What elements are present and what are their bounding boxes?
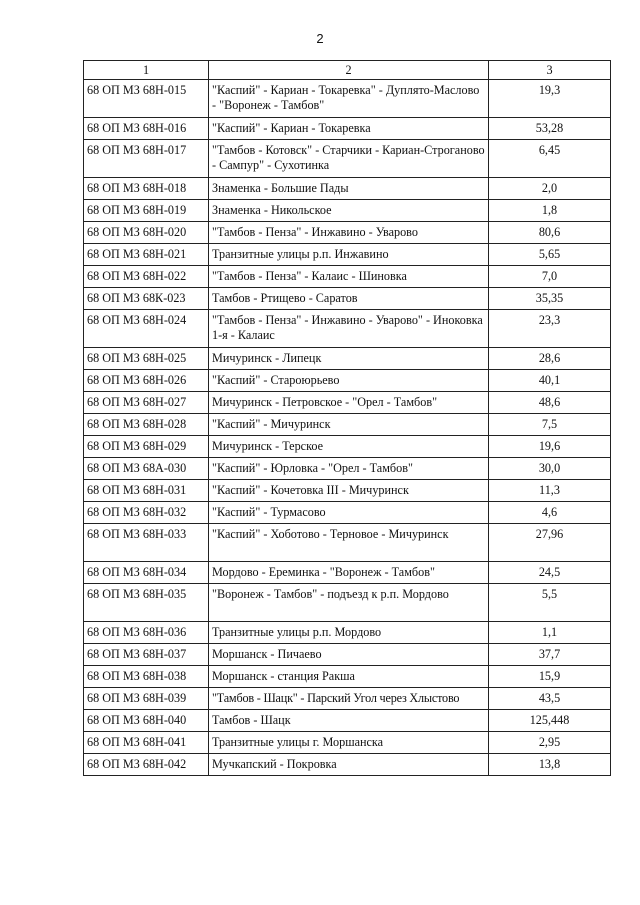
road-code: 68 ОП МЗ 68Н-022 (84, 266, 209, 288)
road-code: 68 ОП МЗ 68Н-040 (84, 710, 209, 732)
table-row (84, 666, 611, 688)
road-code: 68 ОП МЗ 68Н-017 (84, 140, 209, 178)
table-row (84, 754, 611, 776)
road-length: 7,5 (489, 414, 611, 436)
road-code: 68 ОП МЗ 68Н-021 (84, 244, 209, 266)
road-name: "Каспий" - Кариан - Токаревка" - Дуплято-Маслово - "Воронеж - Тамбов" (209, 80, 489, 118)
road-length: 1,8 (489, 200, 611, 222)
road-name: Мучкапский - Покровка (209, 754, 489, 776)
table-row (84, 118, 611, 140)
road-code: 68 ОП МЗ 68Н-041 (84, 732, 209, 754)
road-length: 7,0 (489, 266, 611, 288)
table-row (84, 370, 611, 392)
table-row (84, 178, 611, 200)
table-row (84, 288, 611, 310)
column-header-code: 1 (84, 61, 209, 80)
road-length: 15,9 (489, 666, 611, 688)
road-name: "Каспий" - Кариан - Токаревка (209, 118, 489, 140)
road-code: 68 ОП МЗ 68Н-016 (84, 118, 209, 140)
road-length: 2,0 (489, 178, 611, 200)
road-code: 68 ОП МЗ 68К-023 (84, 288, 209, 310)
road-length: 4,6 (489, 502, 611, 524)
road-name: "Каспий" - Турмасово (209, 502, 489, 524)
road-code: 68 ОП МЗ 68А-030 (84, 458, 209, 480)
table-row (84, 310, 611, 348)
road-length: 53,28 (489, 118, 611, 140)
road-code: 68 ОП МЗ 68Н-033 (84, 524, 209, 562)
table-row (84, 644, 611, 666)
road-length: 1,1 (489, 622, 611, 644)
road-name: "Каспий" - Юрловка - "Орел - Тамбов" (209, 458, 489, 480)
table-row (84, 480, 611, 502)
table-header-row (84, 61, 611, 80)
road-name: Транзитные улицы р.п. Мордово (209, 622, 489, 644)
road-length: 27,96 (489, 524, 611, 562)
column-header-length: 3 (489, 61, 611, 80)
table-row (84, 244, 611, 266)
table-row (84, 392, 611, 414)
road-length: 19,6 (489, 436, 611, 458)
table-row (84, 436, 611, 458)
road-length: 5,5 (489, 584, 611, 622)
road-length: 125,448 (489, 710, 611, 732)
road-code: 68 ОП МЗ 68Н-026 (84, 370, 209, 392)
table-row (84, 222, 611, 244)
road-name: "Каспий" - Кочетовка III - Мичуринск (209, 480, 489, 502)
road-code: 68 ОП МЗ 68Н-031 (84, 480, 209, 502)
road-length: 24,5 (489, 562, 611, 584)
table-row (84, 80, 611, 118)
road-length: 40,1 (489, 370, 611, 392)
road-length: 35,35 (489, 288, 611, 310)
road-length: 43,5 (489, 688, 611, 710)
road-code: 68 ОП МЗ 68Н-027 (84, 392, 209, 414)
road-name: "Тамбов - Шацк" - Парский Угол через Хлыстово (209, 688, 489, 710)
road-code: 68 ОП МЗ 68Н-032 (84, 502, 209, 524)
road-code: 68 ОП МЗ 68Н-037 (84, 644, 209, 666)
road-name: Мордово - Ереминка - "Воронеж - Тамбов" (209, 562, 489, 584)
road-code: 68 ОП МЗ 68Н-025 (84, 348, 209, 370)
table-row (84, 710, 611, 732)
road-name: "Тамбов - Пенза" - Инжавино - Уварово (209, 222, 489, 244)
road-name: Тамбов - Ртищево - Саратов (209, 288, 489, 310)
road-name: "Каспий" - Староюрьево (209, 370, 489, 392)
road-name: Мичуринск - Терское (209, 436, 489, 458)
road-name: "Воронеж - Тамбов" - подъезд к р.п. Мордово (209, 584, 489, 622)
table-row (84, 562, 611, 584)
road-name: Транзитные улицы г. Моршанска (209, 732, 489, 754)
road-length: 48,6 (489, 392, 611, 414)
road-length: 11,3 (489, 480, 611, 502)
column-header-name: 2 (209, 61, 489, 80)
table-row (84, 414, 611, 436)
table-row (84, 732, 611, 754)
road-code: 68 ОП МЗ 68Н-015 (84, 80, 209, 118)
table-row (84, 200, 611, 222)
road-name: Знаменка - Большие Пады (209, 178, 489, 200)
road-length: 2,95 (489, 732, 611, 754)
road-code: 68 ОП МЗ 68Н-024 (84, 310, 209, 348)
road-length: 5,65 (489, 244, 611, 266)
road-length: 19,3 (489, 80, 611, 118)
table-row (84, 524, 611, 562)
table-row (84, 458, 611, 480)
road-length: 28,6 (489, 348, 611, 370)
road-code: 68 ОП МЗ 68Н-039 (84, 688, 209, 710)
road-code: 68 ОП МЗ 68Н-018 (84, 178, 209, 200)
road-code: 68 ОП МЗ 68Н-029 (84, 436, 209, 458)
road-name: Мичуринск - Липецк (209, 348, 489, 370)
road-code: 68 ОП МЗ 68Н-036 (84, 622, 209, 644)
road-name: "Тамбов - Пенза" - Инжавино - Уварово" - Иноковка 1-я - Калаис (209, 310, 489, 348)
road-length: 30,0 (489, 458, 611, 480)
road-code: 68 ОП МЗ 68Н-019 (84, 200, 209, 222)
table-row (84, 622, 611, 644)
road-length: 37,7 (489, 644, 611, 666)
road-name: Знаменка - Никольское (209, 200, 489, 222)
road-name: Транзитные улицы р.п. Инжавино (209, 244, 489, 266)
page-number: 2 (316, 31, 324, 46)
road-name: "Каспий" - Хоботово - Терновое - Мичуринск (209, 524, 489, 562)
table-row (84, 502, 611, 524)
road-code: 68 ОП МЗ 68Н-035 (84, 584, 209, 622)
road-length: 23,3 (489, 310, 611, 348)
road-length: 80,6 (489, 222, 611, 244)
table-row (84, 266, 611, 288)
table-row (84, 688, 611, 710)
road-code: 68 ОП МЗ 68Н-034 (84, 562, 209, 584)
table-row (84, 348, 611, 370)
road-code: 68 ОП МЗ 68Н-042 (84, 754, 209, 776)
road-length: 13,8 (489, 754, 611, 776)
road-length: 6,45 (489, 140, 611, 178)
road-name: "Тамбов - Пенза" - Калаис - Шиновка (209, 266, 489, 288)
road-name: Тамбов - Шацк (209, 710, 489, 732)
road-name: "Тамбов - Котовск" - Старчики - Кариан-Строганово - Сампур" - Сухотинка (209, 140, 489, 178)
road-code: 68 ОП МЗ 68Н-028 (84, 414, 209, 436)
road-name: Моршанск - станция Ракша (209, 666, 489, 688)
road-code: 68 ОП МЗ 68Н-038 (84, 666, 209, 688)
roads-table (83, 60, 611, 776)
road-code: 68 ОП МЗ 68Н-020 (84, 222, 209, 244)
table-row (84, 584, 611, 622)
road-name: Моршанск - Пичаево (209, 644, 489, 666)
road-name: Мичуринск - Петровское - "Орел - Тамбов" (209, 392, 489, 414)
table-row (84, 140, 611, 178)
road-name: "Каспий" - Мичуринск (209, 414, 489, 436)
